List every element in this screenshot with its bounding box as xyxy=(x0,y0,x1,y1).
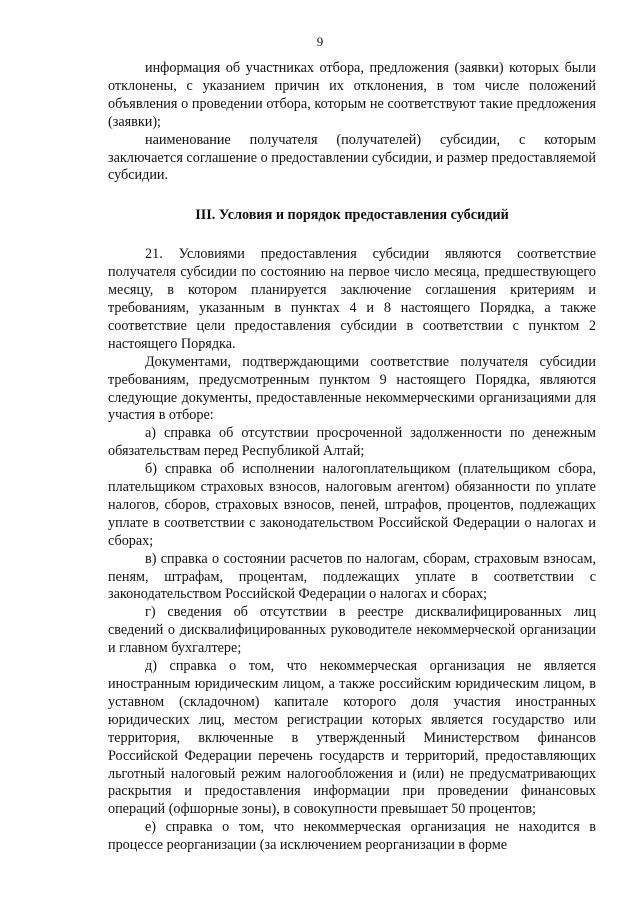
paragraph-item-21: 21. Условиями предоставления субсидии являются соответствие получателя субсидии по состоянию на первое число месяца, предшествующего месяцу, в котором планируется заключение соглашения критериям и требованиям, указанным в пунктах 4 и 8 настоящего Порядка, а также соответствие цели предоставления субсидии в соответствии с пунктом 2 настоящего Порядка. xyxy=(108,246,596,352)
paragraph-item-d: д) справка о том, что некоммерческая организация не является иностранным юридическим лицом, а также российским юридическим лицом, в уставном (складочном) капитале которого доля участия иностранных юридических лиц, местом регистрации которых является государство или территория, включенные в утвержденный Министерством финансов Российской Федерации перечень государств и территорий, предоставляющих льготный налоговый режим налогообложения и (или) не предусматривающих раскрытия и предоставления информации при проведении финансовых операций (офшорные зоны), в совокупности превышает 50 процентов; xyxy=(108,658,596,818)
paragraph-documents-list-intro: Документами, подтверждающими соответствие получателя субсидии требованиям, предусмотренным пунктом 9 настоящего Порядка, являются следующие документы, предоставленные некоммерческими организациями для участия в отборе: xyxy=(108,353,596,424)
paragraph-item-v: в) справка о состоянии расчетов по налогам, сборам, страховым взносам, пеням, штрафам, процентам, подлежащих уплате в соответствии с законодательством Российской Федерации о налогах и сборах; xyxy=(108,550,596,603)
paragraph-item-e: е) справка о том, что некоммерческая организация не находится в процессе реорганизации (за исключением реорганизации в форме xyxy=(108,819,596,854)
paragraph-item-g: г) сведения об отсутствии в реестре дисквалифицированных лиц сведений о дисквалифицированных руководителе некоммерческой организации и главном бухгалтере; xyxy=(108,604,596,657)
document-body xyxy=(108,60,596,855)
paragraph-rejected-participants-info: информация об участниках отбора, предложения (заявки) которых были отклонены, с указанием причин их отклонения, в том числе положений объявления о проведении отбора, которым не соответствуют такие предложения (заявки); xyxy=(108,60,596,130)
paragraph-item-a: а) справка об отсутствии просроченной задолженности по денежным обязательствам перед Республикой Алтай; xyxy=(108,425,596,460)
page-number: 9 xyxy=(316,34,324,49)
paragraph-item-b: б) справка об исполнении налогоплательщиком (плательщиком сбора, плательщиком страховых взносов, налоговым агентом) обязанности по уплате налогов, сборов, страховых взносов, пеней, штрафов, процентов, подлежащих уплате в соответствии с законодательством Российской Федерации о налогах и сборах; xyxy=(108,461,596,549)
section-heading: III. Условия и порядок предоставления субсидий xyxy=(195,207,509,224)
paragraph-recipient-name: наименование получателя (получателей) субсидии, с которым заключается соглашение о предоставлении субсидии, и размер предоставляемой субсидии. xyxy=(108,131,596,184)
